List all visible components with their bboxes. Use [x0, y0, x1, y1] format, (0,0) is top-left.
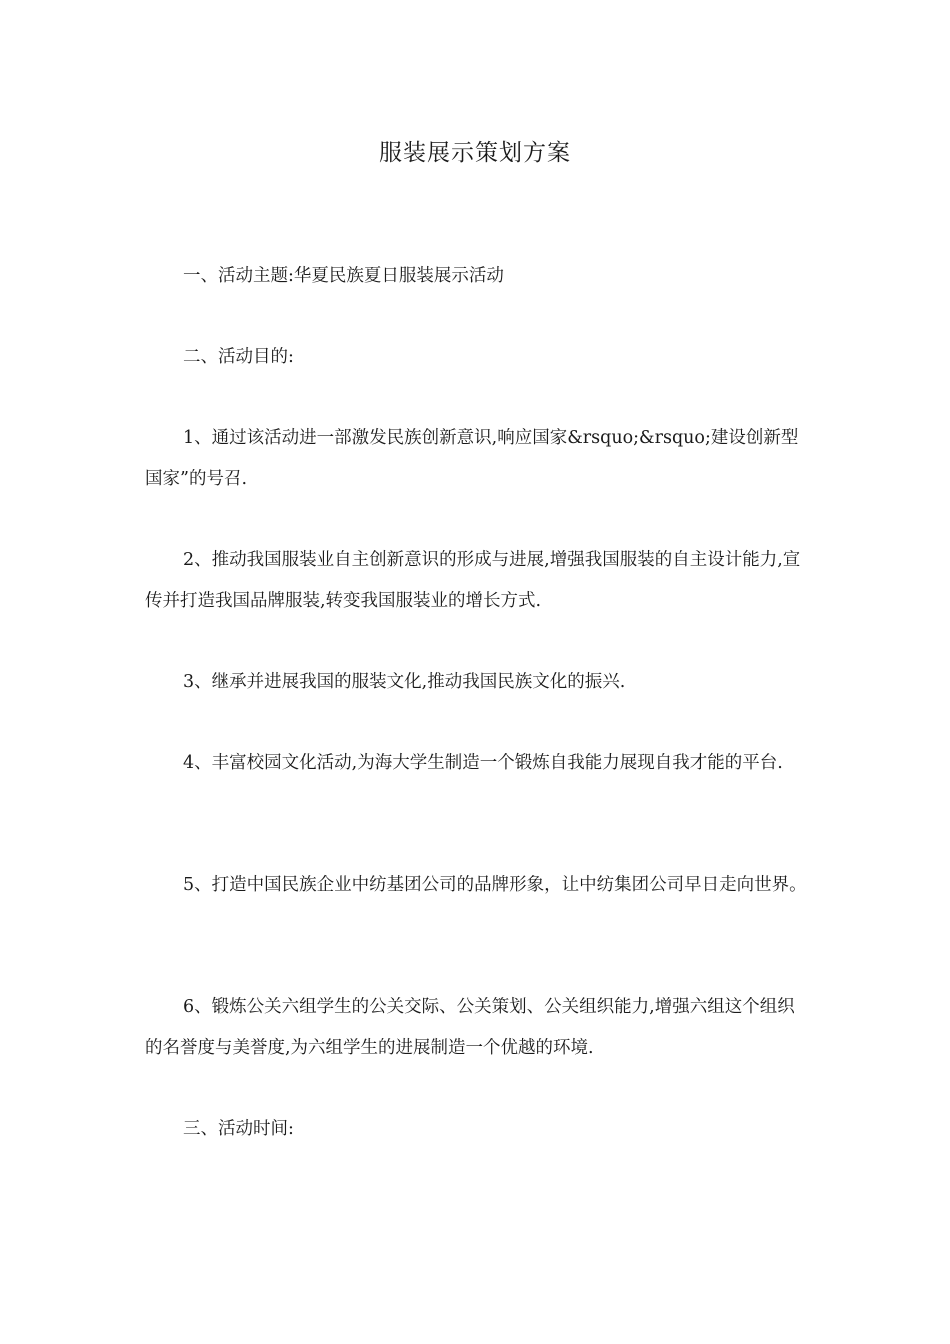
paragraph-activity-time-heading: 三、活动时间:	[183, 1119, 294, 1139]
paragraph-activity-purpose-heading: 二、活动目的:	[183, 347, 294, 367]
paragraph-purpose-2: 2、推动我国服装业自主创新意识的形成与进展,增强我国服装的自主设计能力,宣传并打造我国品牌服装,转变我国服装业的增长方式.	[145, 550, 801, 611]
paragraph-purpose-6: 6、锻炼公关六组学生的公关交际、公关策划、公关组织能力,增强六组这个组织的名誉度与美誉度,为六组学生的进展制造一个优越的环境.	[145, 997, 795, 1058]
paragraph-purpose-5: 5、打造中国民族企业中纺基团公司的品牌形象，让中纺集团公司早日走向世界。	[183, 875, 807, 895]
paragraph-activity-theme: 一、活动主题:华夏民族夏日服装展示活动	[183, 266, 504, 286]
paragraph-purpose-4: 4、丰富校园文化活动,为海大学生制造一个锻炼自我能力展现自我才能的平台.	[183, 753, 783, 773]
paragraph-purpose-1: 1、通过该活动进一部激发民族创新意识,响应国家&rsquo;&rsquo;建设创新型国家”的号召.	[145, 428, 799, 489]
paragraph-purpose-3: 3、继承并进展我国的服装文化,推动我国民族文化的振兴.	[183, 672, 626, 692]
document-title: 服装展示策划方案	[379, 140, 571, 166]
